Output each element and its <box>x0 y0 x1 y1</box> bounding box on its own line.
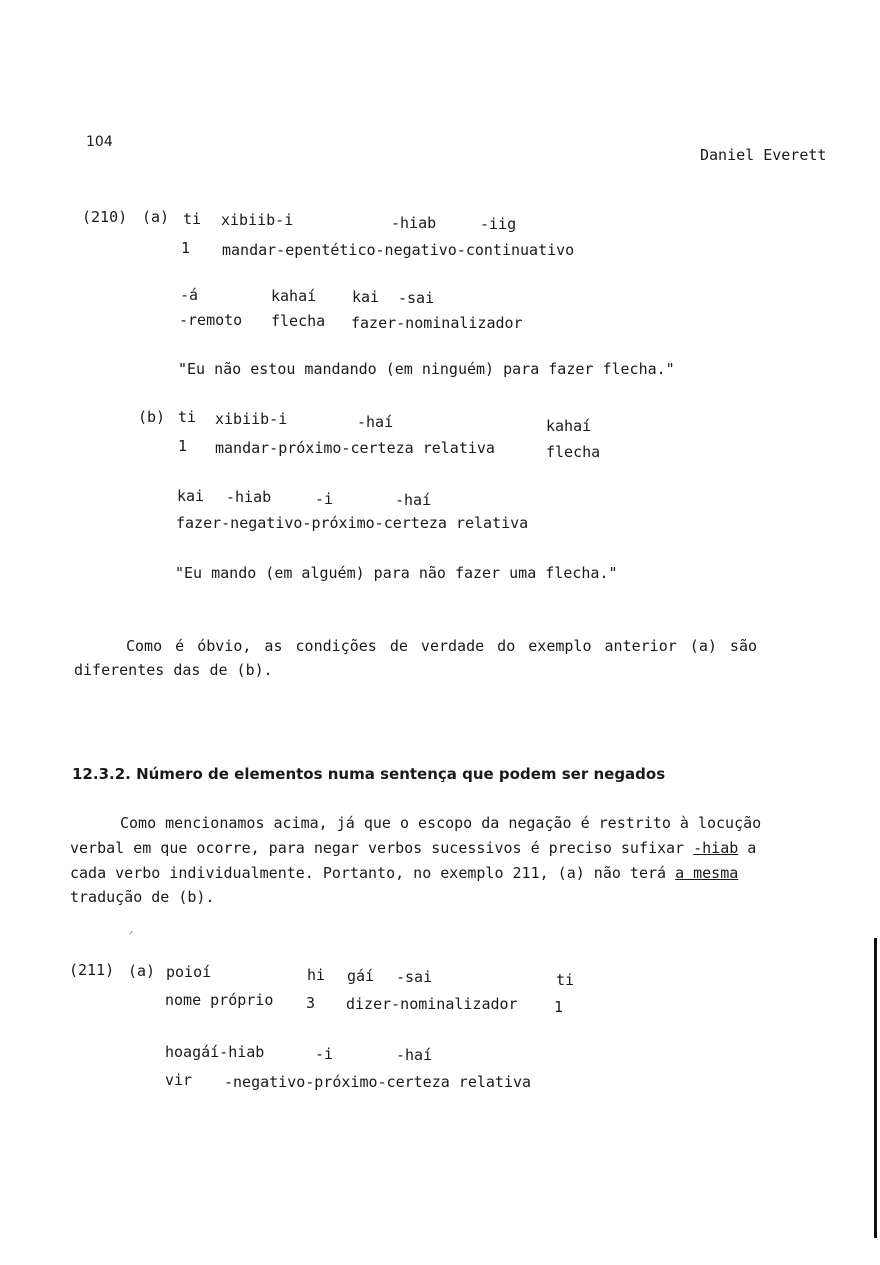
underlined-phrase: a mesma <box>675 864 739 882</box>
ex210b-gloss: 1 <box>178 437 188 455</box>
underlined-suffix: -hiab <box>693 839 739 857</box>
ex211a-gloss: -negativo-próximo-certeza relativa <box>224 1073 532 1091</box>
ex211a-gloss: dizer-nominalizador <box>346 995 518 1013</box>
ex210b-word: -haí <box>395 491 432 509</box>
ex210b-word: ti <box>178 408 197 426</box>
ex211a-word: -i <box>315 1045 334 1063</box>
ex210a-word: -iig <box>480 215 517 233</box>
ex210b-translation: "Eu mando (em alguém) para não fazer uma flecha." <box>175 564 618 582</box>
example-211a-label: (a) <box>128 962 156 980</box>
ex211a-word: ti <box>556 971 575 989</box>
ex211a-word: -sai <box>396 968 433 986</box>
ex210b-word: xibiib-i <box>215 410 288 428</box>
body-text-line: cada verbo individualmente. Portanto, no exemplo 211, (a) não terá a mesma <box>70 864 739 882</box>
example-210b-label: (b) <box>138 408 166 426</box>
ex210a-word: -sai <box>398 289 435 307</box>
ex210a-gloss: fazer-nominalizador <box>351 314 523 332</box>
ex210a-gloss: mandar-epentético-negativo-continuativo <box>222 241 575 259</box>
ex211a-gloss: 1 <box>554 998 564 1016</box>
ex210a-word: kahaí <box>271 287 317 305</box>
example-210-label: (210) <box>82 208 128 226</box>
ex210b-gloss: flecha <box>546 443 601 461</box>
ex210a-gloss: flecha <box>271 312 326 330</box>
ex210a-word: kai <box>352 288 380 306</box>
ex210b-word: -haí <box>357 413 394 431</box>
scan-edge-line <box>874 938 877 1238</box>
ex210b-word: kai <box>177 487 205 505</box>
body-text-line: Como é óbvio, as condições de verdade do exemplo anterior (a) são <box>126 637 757 655</box>
ex210b-word: -hiab <box>226 488 272 506</box>
ex210a-word: xibiib-i <box>221 211 294 229</box>
example-210a-label: (a) <box>142 208 170 226</box>
ex211a-gloss: nome próprio <box>165 991 274 1009</box>
ex210b-gloss: mandar-próximo-certeza relativa <box>215 439 495 457</box>
page-number: 104 <box>86 134 113 150</box>
ex211a-word: -haí <box>396 1046 433 1064</box>
ex211a-word: hi <box>307 966 326 984</box>
ex211a-word: hoagáí-hiab <box>165 1043 265 1061</box>
body-text-line: diferentes das de (b). <box>74 661 273 679</box>
ex210a-gloss: 1 <box>181 239 191 257</box>
ex211a-word: poioí <box>166 963 212 981</box>
ex210b-word: kahaí <box>546 417 592 435</box>
body-text-line: tradução de (b). <box>70 888 215 906</box>
ex210a-word: -á <box>180 286 199 304</box>
section-heading: 12.3.2. Número de elementos numa sentença que podem ser negados <box>72 765 666 783</box>
body-text-line: verbal em que ocorre, para negar verbos sucessivos é preciso sufixar -hiab a <box>70 839 757 857</box>
ex210a-gloss: -remoto <box>179 311 243 329</box>
scan-speck: ᐟ <box>129 930 134 941</box>
ex210b-word: -i <box>315 490 334 508</box>
ex211a-gloss: 3 <box>306 994 316 1012</box>
ex211a-word: gáí <box>347 967 375 985</box>
body-text-line: Como mencionamos acima, já que o escopo da negação é restrito à locução <box>120 814 762 832</box>
ex211a-gloss: vir <box>165 1071 193 1089</box>
ex210a-translation: "Eu não estou mandando (em ninguém) para fazer flecha." <box>178 360 675 378</box>
ex210a-word: -hiab <box>391 214 437 232</box>
running-header-author: Daniel Everett <box>700 146 827 164</box>
ex210b-gloss: fazer-negativo-próximo-certeza relativa <box>176 514 529 532</box>
ex210a-word: ti <box>183 210 202 228</box>
example-211-label: (211) <box>69 961 115 979</box>
